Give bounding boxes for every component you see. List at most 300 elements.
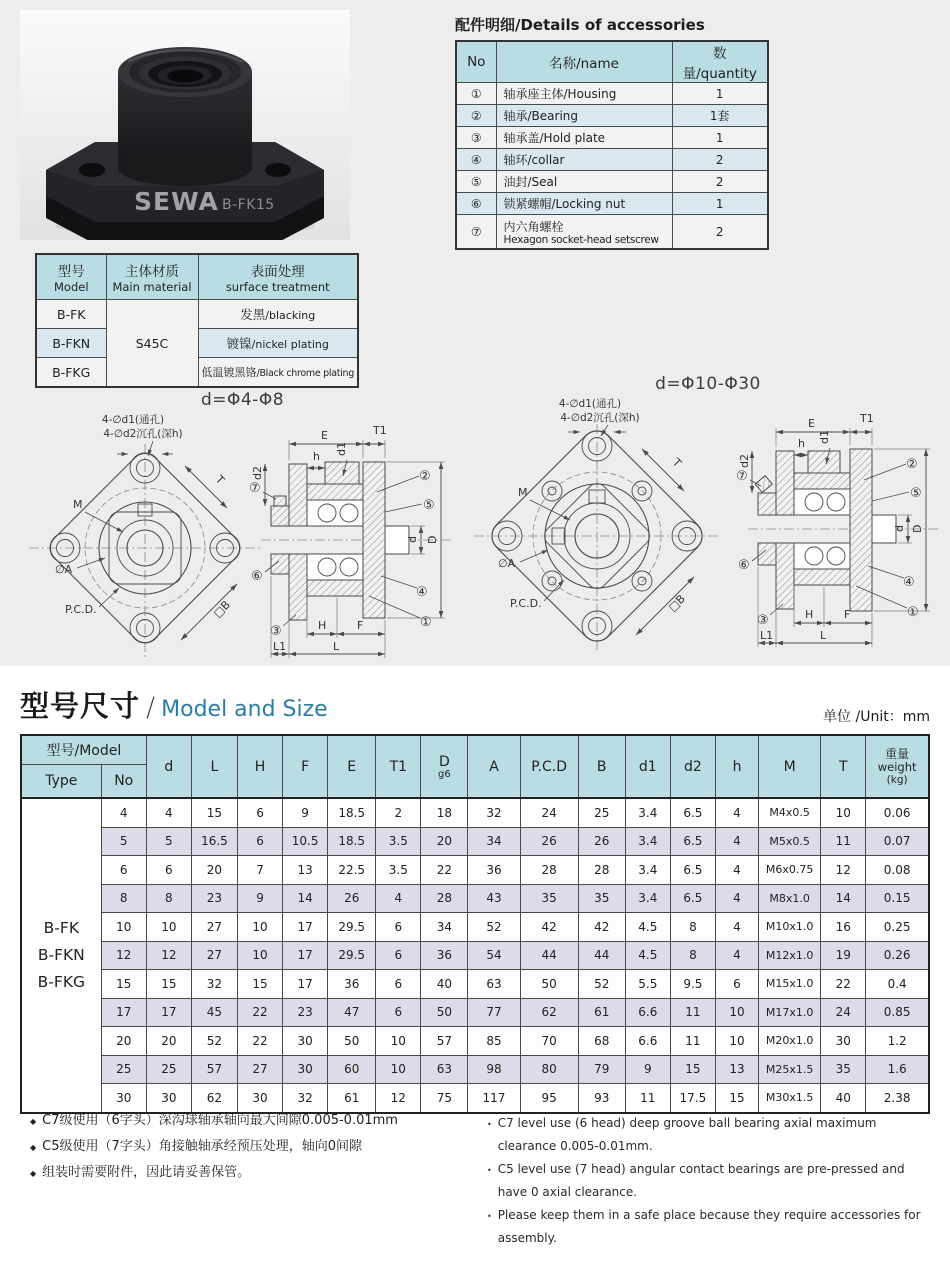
size-cell: 27 [237, 1055, 282, 1084]
size-cell: 52 [578, 970, 625, 999]
size-cell: 50 [520, 970, 578, 999]
size-cell: 34 [468, 827, 520, 856]
size-cell: 3.4 [625, 856, 670, 885]
type-model: B-FKN [37, 945, 85, 964]
dim-F: F [357, 619, 364, 632]
size-cell: 11 [821, 827, 866, 856]
size-cell: 20 [421, 827, 468, 856]
size-cell: 4 [715, 827, 758, 856]
callout-5: ⑤ [910, 486, 922, 501]
technical-drawing-right [472, 394, 944, 658]
accessory-name-zh: 锁紧螺帽/Locking nut [503, 197, 626, 211]
callout-6: ⑥ [251, 569, 263, 584]
accessory-row [456, 215, 768, 250]
size-cell: 4 [376, 884, 421, 913]
size-cell: 25 [146, 1055, 191, 1084]
accessory-row [456, 83, 768, 105]
body-material: S45C [106, 300, 198, 388]
size-cell: 36 [328, 970, 376, 999]
size-cell: 50 [421, 998, 468, 1027]
size-cell: 57 [421, 1027, 468, 1056]
material-col-treatment: 表面处理 surface treatment [198, 254, 358, 300]
dim-d2: d2 [251, 466, 264, 480]
size-cell: M6x0.75 [759, 856, 821, 885]
size-cell: 77 [468, 998, 520, 1027]
size-cell: 6.6 [625, 1027, 670, 1056]
drawing-large-range [472, 374, 944, 662]
note-line [487, 1112, 937, 1158]
size-cell: 28 [578, 856, 625, 885]
col-header-P.C.D: P.C.D [520, 735, 578, 798]
size-cell: 6 [715, 970, 758, 999]
size-cell: 14 [283, 884, 328, 913]
size-cell: 5 [101, 827, 146, 856]
size-cell: 11 [670, 1027, 715, 1056]
accessory-qty: 1套 [672, 105, 768, 127]
note-bullet: ◆ [30, 1143, 37, 1152]
size-table-block [20, 734, 930, 1114]
dim-D: D [426, 535, 439, 544]
size-cell: 17 [146, 998, 191, 1027]
note-line [30, 1108, 475, 1134]
dim-d2: d2 [738, 454, 751, 468]
callout-4: ④ [903, 575, 915, 590]
size-cell: M5x0.5 [759, 827, 821, 856]
accessory-name [496, 149, 672, 171]
dim-d: d [406, 536, 419, 543]
dim-L1: L1 [273, 640, 287, 653]
drawing-small-range [25, 390, 460, 666]
dim-h: h [313, 450, 320, 463]
accessory-name [496, 127, 672, 149]
dim-d: d [893, 525, 906, 532]
size-cell: 79 [578, 1055, 625, 1084]
label-holes-d2: 4-∅d2沉孔(深h) [560, 412, 640, 424]
dim-H: H [805, 608, 814, 621]
notes-english [487, 1112, 937, 1250]
size-cell: 20 [101, 1027, 146, 1056]
size-cell: 25 [101, 1055, 146, 1084]
accessory-no: ⑥ [456, 193, 496, 215]
accessory-qty: 2 [672, 149, 768, 171]
size-cell: 40 [421, 970, 468, 999]
size-cell: 27 [191, 941, 237, 970]
material-col-material: 主体材质 Main material [106, 254, 198, 300]
note-line [30, 1134, 475, 1160]
size-cell: 45 [191, 998, 237, 1027]
col-header-H: H [237, 735, 282, 798]
size-cell: 10 [376, 1055, 421, 1084]
label-holes-d1: 4-∅d1(通孔) [101, 414, 165, 426]
size-cell: 18.5 [328, 827, 376, 856]
accessory-no: ① [456, 83, 496, 105]
size-cell: 95 [520, 1084, 578, 1113]
size-cell: 2.38 [866, 1084, 929, 1113]
size-row [21, 798, 929, 827]
col-header-E: E [328, 735, 376, 798]
size-cell: 6 [146, 856, 191, 885]
size-cell: 22 [237, 1027, 282, 1056]
accessory-row [456, 171, 768, 193]
drawing-right-title: d=Φ10-Φ30 [655, 374, 761, 394]
size-cell: 10.5 [283, 827, 328, 856]
size-cell: 17.5 [670, 1084, 715, 1113]
size-cell: 10 [237, 941, 282, 970]
size-section-header [20, 684, 930, 728]
accessories-block [455, 14, 767, 250]
size-cell: 15 [715, 1084, 758, 1113]
size-cell: 35 [520, 884, 578, 913]
accessory-name [496, 171, 672, 193]
size-cell: 30 [283, 1027, 328, 1056]
surface-treatment: 低温镀黑铬/Black chrome plating [198, 358, 358, 388]
size-cell: 29.5 [328, 913, 376, 942]
size-cell: 6.5 [670, 884, 715, 913]
size-row [21, 970, 929, 999]
size-cell: 68 [578, 1027, 625, 1056]
size-cell: 23 [191, 884, 237, 913]
accessory-no: ② [456, 105, 496, 127]
accessory-row [456, 149, 768, 171]
size-cell: M8x1.0 [759, 884, 821, 913]
note-bullet: • [487, 1120, 492, 1129]
dim-h: h [798, 437, 805, 450]
callout-2: ② [906, 457, 918, 472]
size-cell: 30 [283, 1055, 328, 1084]
note-text: Please keep them in a safe place because they require accessories for assembly. [497, 1208, 921, 1245]
size-cell: 32 [191, 970, 237, 999]
size-cell: 6 [237, 798, 282, 827]
size-row [21, 913, 929, 942]
size-cell: 0.06 [866, 798, 929, 827]
size-cell: M4x0.5 [759, 798, 821, 827]
size-cell: 1.2 [866, 1027, 929, 1056]
size-cell: 15 [191, 798, 237, 827]
size-row [21, 998, 929, 1027]
note-bullet: ◆ [30, 1169, 37, 1178]
dim-L1: L1 [760, 629, 774, 642]
surface-treatment: 镀镍/nickel plating [198, 329, 358, 358]
dim-E: E [321, 429, 328, 442]
size-cell: 10 [715, 998, 758, 1027]
size-cell: 9 [625, 1055, 670, 1084]
note-text: C7 level use (6 head) deep groove ball bearing axial maximum clearance 0.005-0.01mm. [497, 1116, 877, 1153]
unit-label: 单位 /Unit：mm [823, 709, 930, 725]
accessories-title: 配件明细/Details of accessories [455, 16, 705, 34]
size-cell: 75 [421, 1084, 468, 1113]
accessory-name-zh: 内六角螺栓 [503, 219, 564, 234]
size-cell: 2 [376, 798, 421, 827]
label-M: M [518, 486, 528, 499]
size-cell: 54 [468, 941, 520, 970]
accessories-table [455, 40, 769, 250]
col-header-D [421, 735, 468, 798]
size-cell: 42 [520, 913, 578, 942]
size-cell: 8 [670, 941, 715, 970]
size-cell: 17 [101, 998, 146, 1027]
size-cell: 6 [101, 856, 146, 885]
model-name: B-FKN [36, 329, 106, 358]
size-cell: 9.5 [670, 970, 715, 999]
label-PCD: P.C.D. [510, 597, 542, 610]
accessory-row [456, 193, 768, 215]
front-view [29, 413, 261, 660]
model-name: B-FKG [36, 358, 106, 388]
accessory-name-zh: 轴承座主体/Housing [503, 87, 617, 101]
size-cell: 10 [146, 913, 191, 942]
col-header-weight [866, 735, 929, 798]
size-cell: 12 [101, 941, 146, 970]
size-cell: 22.5 [328, 856, 376, 885]
size-cell: 35 [821, 1055, 866, 1084]
size-cell: 6.6 [625, 998, 670, 1027]
note-text: 组装时需要附件，因此请妥善保管。 [42, 1165, 251, 1180]
size-title-zh: 型号尺寸 [20, 689, 141, 723]
size-cell: 43 [468, 884, 520, 913]
size-cell: 25 [578, 798, 625, 827]
size-cell: 8 [101, 884, 146, 913]
front-view [474, 397, 720, 652]
type-model: B-FKG [37, 972, 85, 991]
callout-6: ⑥ [738, 558, 750, 573]
size-cell: 4.5 [625, 913, 670, 942]
size-cell: 61 [328, 1084, 376, 1113]
accessory-name-zh: 油封/Seal [503, 175, 558, 189]
size-cell: 10 [101, 913, 146, 942]
dim-d1: d1 [818, 430, 831, 444]
col-header-A: A [468, 735, 520, 798]
callout-7: ⑦ [736, 469, 748, 484]
size-cell: 6 [376, 998, 421, 1027]
accessories-col-qty: 数量/quantity [672, 41, 768, 83]
accessory-qty: 1 [672, 83, 768, 105]
size-cell: 22 [821, 970, 866, 999]
size-cell: 11 [670, 998, 715, 1027]
size-cell: 3.4 [625, 884, 670, 913]
accessories-col-name: 名称/name [496, 41, 672, 83]
size-cell: 4.5 [625, 941, 670, 970]
size-cell: 17 [283, 941, 328, 970]
label-phiA: ∅A [55, 563, 73, 576]
accessory-name-zh: 轴环/collar [503, 153, 565, 167]
size-cell: 7 [237, 856, 282, 885]
size-cell: 6 [376, 970, 421, 999]
size-cell: 13 [715, 1055, 758, 1084]
dim-square-B: □B [665, 592, 688, 615]
size-cell: 20 [191, 856, 237, 885]
accessory-no: ③ [456, 127, 496, 149]
label-PCD: P.C.D. [65, 603, 97, 616]
size-cell: 8 [670, 913, 715, 942]
size-cell: 0.25 [866, 913, 929, 942]
size-cell: 17 [283, 970, 328, 999]
model-name: B-FK [36, 300, 106, 329]
accessory-row [456, 105, 768, 127]
dim-L: L [820, 629, 827, 642]
callout-5: ⑤ [423, 498, 435, 513]
dim-L: L [333, 640, 340, 653]
dim-H: H [318, 619, 327, 632]
size-cell: M10x1.0 [759, 913, 821, 942]
size-cell: 3.5 [376, 827, 421, 856]
size-cell: 16.5 [191, 827, 237, 856]
size-cell: 12 [376, 1084, 421, 1113]
accessory-name [496, 105, 672, 127]
callout-2: ② [419, 469, 431, 484]
accessory-name-zh: 轴承盖/Hold plate [503, 131, 606, 145]
size-cell: 32 [468, 798, 520, 827]
size-cell: 40 [821, 1084, 866, 1113]
size-cell: 30 [101, 1084, 146, 1113]
product-photo-art [20, 10, 350, 240]
size-cell: 10 [821, 798, 866, 827]
section-view [249, 424, 453, 658]
size-cell: 24 [520, 798, 578, 827]
accessory-name-zh: 轴承/Bearing [503, 109, 579, 123]
size-cell: 15 [146, 970, 191, 999]
size-cell: 52 [191, 1027, 237, 1056]
size-cell: 10 [715, 1027, 758, 1056]
size-cell: 98 [468, 1055, 520, 1084]
size-cell: 4 [715, 913, 758, 942]
size-cell: 22 [421, 856, 468, 885]
size-row [21, 1027, 929, 1056]
size-cell: 36 [421, 941, 468, 970]
size-cell: 6.5 [670, 798, 715, 827]
size-cell: 28 [421, 884, 468, 913]
size-cell: 16 [821, 913, 866, 942]
type-model: B-FK [43, 918, 79, 937]
size-cell: 42 [578, 913, 625, 942]
accessory-qty: 2 [672, 171, 768, 193]
size-cell: 27 [191, 913, 237, 942]
notes-chinese [30, 1108, 475, 1186]
col-header-B: B [578, 735, 625, 798]
size-cell: 6.5 [670, 856, 715, 885]
size-cell: 52 [468, 913, 520, 942]
size-cell: 26 [578, 827, 625, 856]
callout-3: ③ [270, 624, 282, 639]
callout-1: ① [907, 605, 919, 620]
note-bullet: ◆ [30, 1117, 37, 1126]
size-cell: 11 [625, 1084, 670, 1113]
size-cell: 32 [283, 1084, 328, 1113]
material-row [36, 300, 358, 329]
material-block [35, 253, 357, 388]
dim-T: T [669, 455, 684, 470]
size-row [21, 884, 929, 913]
size-cell: M12x1.0 [759, 941, 821, 970]
size-table [20, 734, 930, 1114]
col-header-L: L [191, 735, 237, 798]
note-line [30, 1160, 475, 1186]
weight-en: weight [877, 760, 917, 774]
size-title-en: Model and Size [161, 697, 328, 722]
size-cell: 61 [578, 998, 625, 1027]
size-cell: 35 [578, 884, 625, 913]
dim-square-B: □B [210, 598, 233, 621]
label-holes-d2: 4-∅d2沉孔(深h) [103, 428, 183, 440]
size-cell: 3.5 [376, 856, 421, 885]
size-cell: 62 [520, 998, 578, 1027]
size-cell: 15 [101, 970, 146, 999]
size-cell: 63 [421, 1055, 468, 1084]
size-cell: 5 [146, 827, 191, 856]
col-header-T1: T1 [376, 735, 421, 798]
size-cell: 12 [821, 856, 866, 885]
size-cell: 4 [101, 798, 146, 827]
size-cell: 0.08 [866, 856, 929, 885]
col-header-h: h [715, 735, 758, 798]
callout-7: ⑦ [249, 481, 261, 496]
accessory-name [496, 193, 672, 215]
size-cell: 47 [328, 998, 376, 1027]
size-cell: 9 [237, 884, 282, 913]
size-cell: 34 [421, 913, 468, 942]
size-row [21, 941, 929, 970]
size-cell: M17x1.0 [759, 998, 821, 1027]
accessory-no: ⑦ [456, 215, 496, 250]
size-cell: M15x1.0 [759, 970, 821, 999]
size-cell: 6 [376, 941, 421, 970]
callout-4: ④ [416, 585, 428, 600]
size-header-row-1 [21, 735, 929, 765]
accessory-name-en: Hexagon socket-head setscrew [503, 233, 659, 246]
section-view [736, 412, 938, 647]
size-cell: 30 [146, 1084, 191, 1113]
accessory-qty: 1 [672, 127, 768, 149]
size-cell: 4 [146, 798, 191, 827]
size-cell: 30 [821, 1027, 866, 1056]
photo-brand-text: SEWA [134, 187, 219, 216]
no-header: No [101, 765, 146, 799]
col-header-d1: d1 [625, 735, 670, 798]
size-cell: 15 [237, 970, 282, 999]
size-cell: 62 [191, 1084, 237, 1113]
size-cell: 6 [237, 827, 282, 856]
size-cell: 0.26 [866, 941, 929, 970]
size-cell: 18.5 [328, 798, 376, 827]
size-cell: 3.4 [625, 798, 670, 827]
dim-d1: d1 [335, 442, 348, 456]
size-cell: 44 [520, 941, 578, 970]
note-text: C5级使用（7字头）角接触轴承经预压处理，轴向0间隙 [42, 1139, 363, 1154]
weight-unit: (kg) [886, 774, 908, 786]
size-cell: 70 [520, 1027, 578, 1056]
col-header-d: d [146, 735, 191, 798]
size-cell: 23 [283, 998, 328, 1027]
size-cell: 29.5 [328, 941, 376, 970]
size-cell: 9 [283, 798, 328, 827]
size-cell: 28 [520, 856, 578, 885]
model-header: 型号/Model [21, 735, 146, 765]
size-cell: 57 [191, 1055, 237, 1084]
size-title-separator: / [146, 692, 156, 723]
surface-treatment: 发黑/blacking [198, 300, 358, 329]
col-header-d2: d2 [670, 735, 715, 798]
accessory-name [496, 83, 672, 105]
note-text: C7级使用（6字头）深沟球轴承轴向最大间隙0.005-0.01mm [42, 1113, 398, 1128]
size-cell: 14 [821, 884, 866, 913]
size-cell: 6.5 [670, 827, 715, 856]
size-cell: M25x1.5 [759, 1055, 821, 1084]
size-cell: 10 [237, 913, 282, 942]
size-cell: 3.4 [625, 827, 670, 856]
accessory-row [456, 127, 768, 149]
type-header: Type [21, 765, 101, 799]
col-header-D-sub: g6 [438, 768, 451, 780]
note-bullet: • [487, 1212, 492, 1221]
